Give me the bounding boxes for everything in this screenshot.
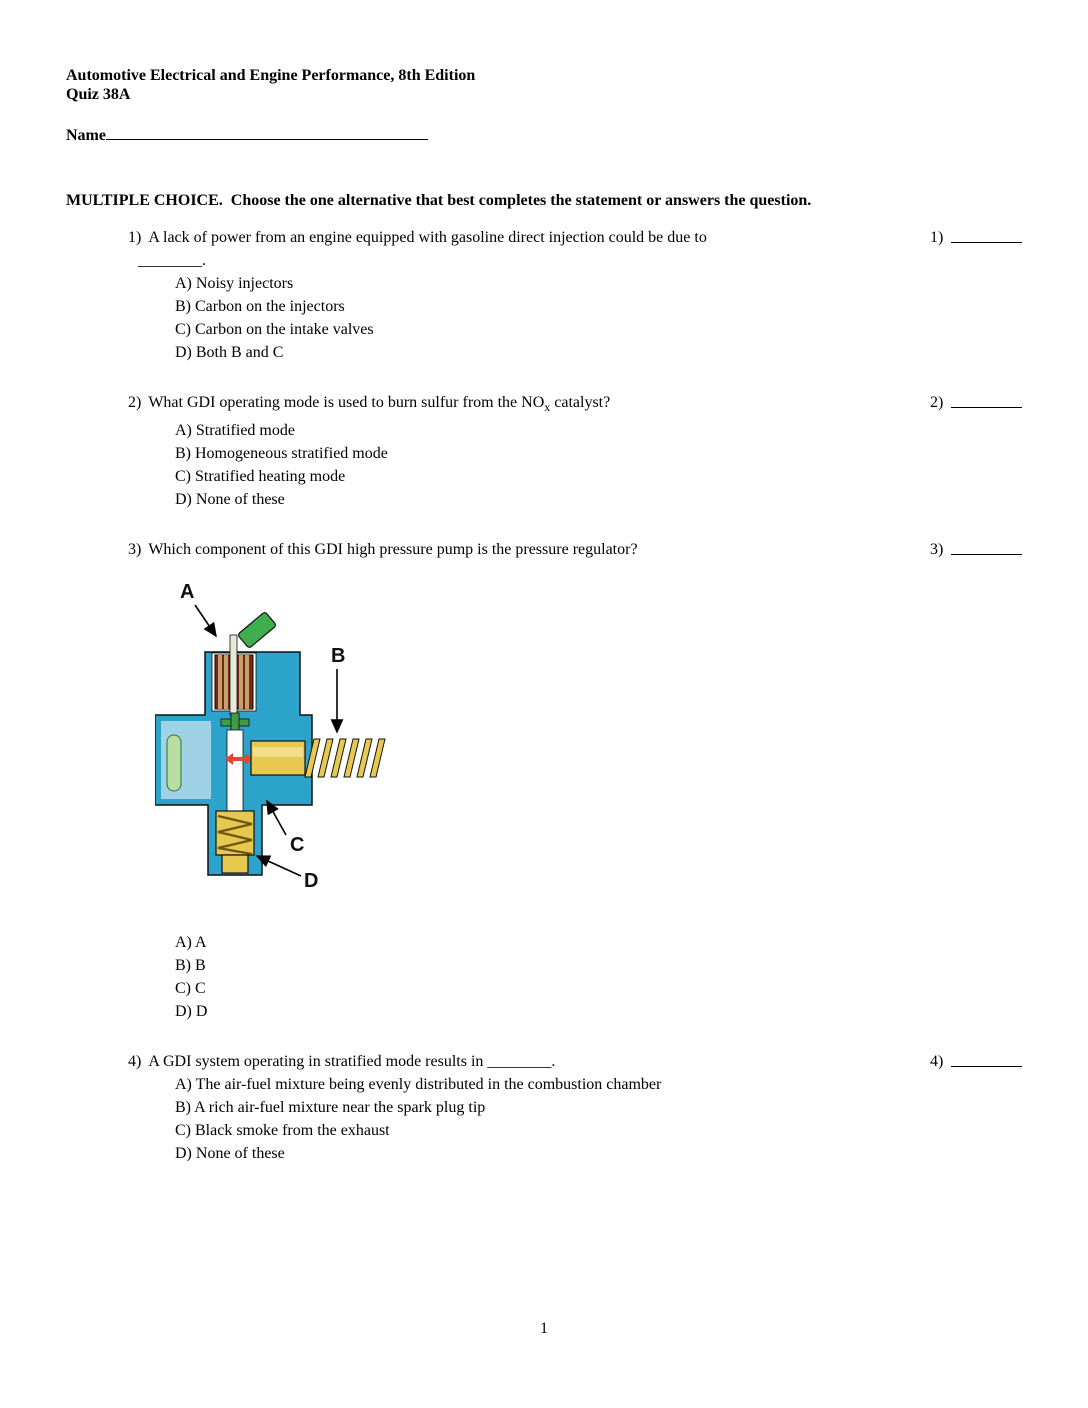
question-1-answer-number: 1) <box>930 229 944 246</box>
diagram-label-d: D <box>304 870 319 893</box>
question-2-number: 2) <box>128 394 142 411</box>
question-4-options <box>175 1073 930 1165</box>
question-2-option-b: B) Homogeneous stratified mode <box>175 445 388 463</box>
question-2-option-d: D) None of these <box>175 491 285 509</box>
question-2-answer-blank <box>951 391 1022 408</box>
question-3-answer-blank <box>951 538 1022 555</box>
question-1-number: 1) <box>128 229 142 246</box>
question-3-number: 3) <box>128 541 142 559</box>
diagram-label-b: B <box>331 645 346 668</box>
name-row <box>66 126 1022 145</box>
question-4-option-d: D) None of these <box>175 1145 285 1163</box>
question-3-options <box>175 931 930 1023</box>
question-1-blank: ________. <box>138 252 206 269</box>
callout-arrow-c <box>267 801 286 835</box>
question-1-main <box>128 226 930 364</box>
question-2 <box>128 391 1022 511</box>
question-2-answer-area <box>930 391 1022 414</box>
question-3-stem: Which component of this GDI high pressure pump is the pressure regulator? <box>148 541 638 559</box>
question-3 <box>128 538 1022 1023</box>
question-4-option-b: B) A rich air-fuel mixture near the spark plug tip <box>175 1099 486 1117</box>
diagram-label-a: A <box>180 581 195 604</box>
question-1 <box>128 226 1022 364</box>
question-4-main <box>128 1050 930 1165</box>
question-3-answer-number: 3) <box>930 541 944 559</box>
callout-arrow-d <box>257 856 301 876</box>
question-1-text <box>128 226 930 249</box>
question-3-option-c: C) C <box>175 980 206 998</box>
document-header <box>66 66 1022 104</box>
diagram-label-c: C <box>290 834 305 857</box>
solenoid-plunger <box>230 635 237 715</box>
question-3-option-d: D) D <box>175 1003 208 1021</box>
question-1-option-c: C) Carbon on the intake valves <box>175 321 374 338</box>
question-4-answer-blank <box>951 1050 1022 1067</box>
question-4-stem: A GDI system operating in stratified mode results in ________. <box>148 1053 556 1071</box>
question-2-stem-pre: What GDI operating mode is used to burn sulfur from the NO <box>148 394 545 411</box>
bottom-fitting <box>216 811 254 873</box>
question-4-answer-number: 4) <box>930 1053 944 1071</box>
question-3-option-a: A) A <box>175 934 207 952</box>
piston-cylinder <box>251 741 305 775</box>
page-number: 1 <box>540 1320 548 1337</box>
plunger-channel <box>227 730 243 811</box>
question-2-text <box>128 391 930 419</box>
name-blank-line <box>106 126 428 140</box>
question-4-option-a: A) The air-fuel mixture being evenly distributed in the combustion chamber <box>175 1076 662 1094</box>
question-4-number: 4) <box>128 1053 142 1071</box>
question-3-option-b: B) B <box>175 957 206 975</box>
question-2-options <box>175 419 930 511</box>
question-3-answer-area <box>930 538 1022 561</box>
gdi-pump-diagram <box>155 575 930 893</box>
question-4-text <box>128 1050 930 1073</box>
question-1-answer-area <box>930 226 1022 249</box>
question-3-text <box>128 538 930 561</box>
question-2-subscript: x <box>544 400 551 415</box>
question-4-option-c: C) Black smoke from the exhaust <box>175 1122 390 1140</box>
question-2-stem-post: catalyst? <box>550 394 611 411</box>
question-4 <box>128 1050 1022 1165</box>
question-4-answer-area <box>930 1050 1022 1073</box>
book-title: Automotive Electrical and Engine Performance, 8th Edition <box>66 67 476 84</box>
question-2-main <box>128 391 930 511</box>
question-1-option-a: A) Noisy injectors <box>175 275 294 292</box>
question-1-option-b: B) Carbon on the injectors <box>175 298 345 315</box>
question-3-main <box>128 538 930 1023</box>
question-2-answer-number: 2) <box>930 394 944 411</box>
name-label: Name <box>66 127 106 144</box>
callout-arrow-a <box>195 605 216 636</box>
question-1-answer-blank <box>951 226 1022 243</box>
section-instructions: MULTIPLE CHOICE. Choose the one alternative that best completes the statement or answers the question. <box>66 192 812 209</box>
question-1-stem: A lack of power from an engine equipped with gasoline direct injection could be due to <box>148 229 707 246</box>
pump-slot <box>167 735 181 791</box>
question-2-option-a: A) Stratified mode <box>175 422 295 440</box>
question-1-option-d: D) Both B and C <box>175 344 284 361</box>
control-lever <box>237 612 276 649</box>
piston-highlight <box>253 747 303 757</box>
question-2-option-c: C) Stratified heating mode <box>175 468 346 486</box>
coil-spring <box>305 739 385 777</box>
quiz-title: Quiz 38A <box>66 86 131 103</box>
question-1-options <box>175 272 930 364</box>
